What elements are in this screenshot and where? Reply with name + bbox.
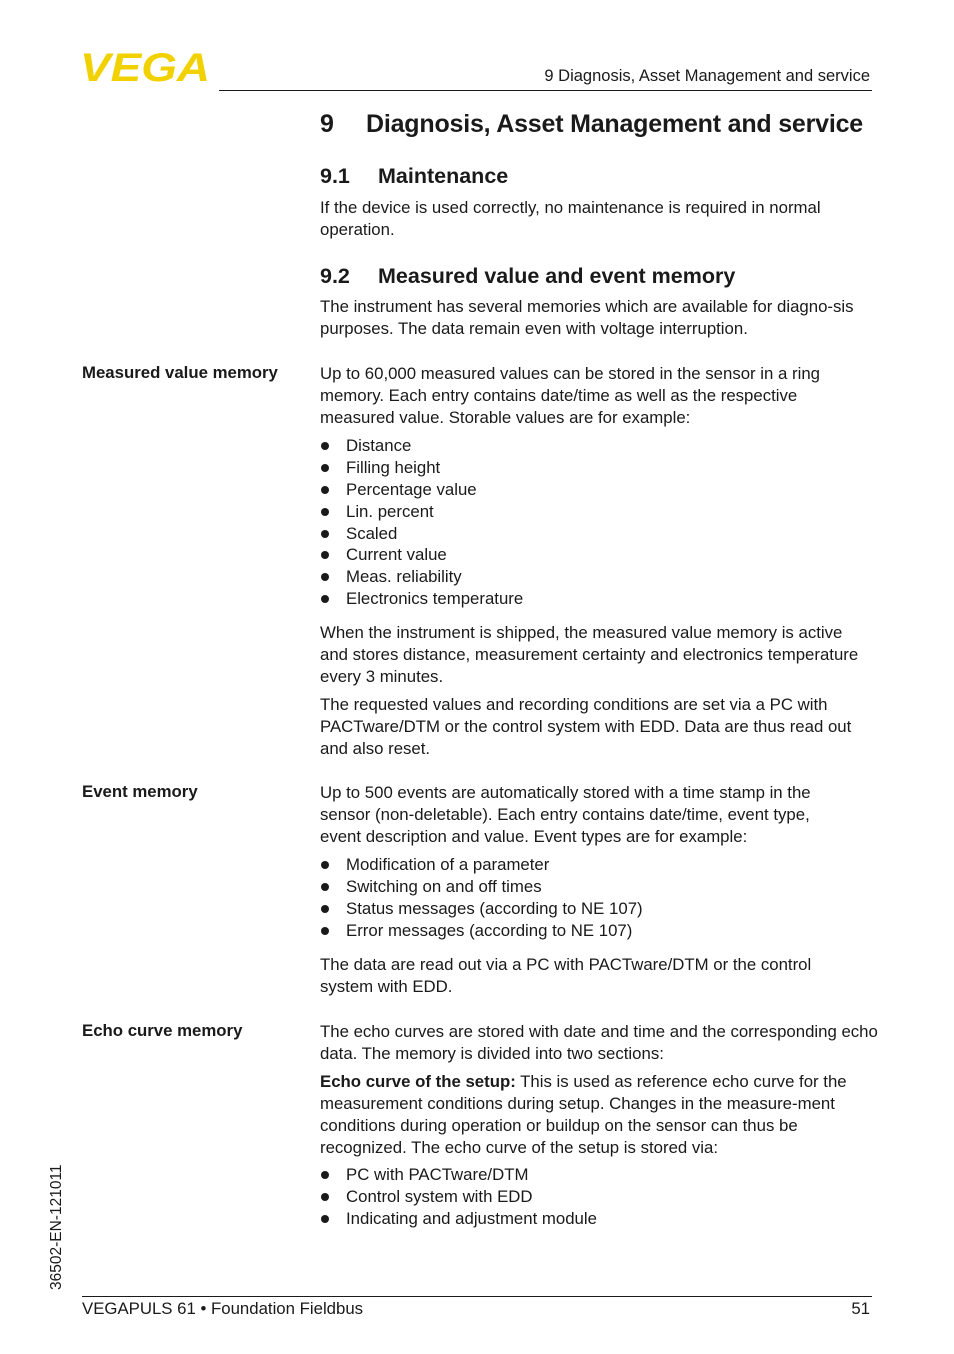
- list-item: Lin. percent: [320, 501, 523, 523]
- chapter-title: [320, 110, 863, 139]
- list-item: Modification of a parameter: [320, 854, 643, 876]
- section-number: 9.2: [320, 264, 350, 288]
- chapter-number: 9: [320, 110, 334, 138]
- list-item: Scaled: [320, 523, 523, 545]
- echo-curve-memory-text: The echo curves are stored with date and time and the corresponding echo data. The memory is divided into two sections:: [320, 1022, 878, 1063]
- section-9-1-heading: [320, 164, 508, 189]
- footer-product: VEGAPULS 61 • Foundation Fieldbus: [82, 1299, 364, 1318]
- list-item: Percentage value: [320, 479, 523, 501]
- event-memory-label: Event memory: [82, 782, 198, 801]
- list-item: Error messages (according to NE 107): [320, 920, 643, 942]
- section-9-2-heading: [320, 264, 735, 289]
- list-item: PC with PACTware/DTM: [320, 1164, 597, 1186]
- recording-conditions-text: The requested values and recording conditions are set via a PC with PACTware/DTM or the control system with EDD. Data are thus read out and also reset.: [320, 695, 852, 758]
- section-title: Measured value and event memory: [378, 264, 736, 288]
- event-readout-text: The data are read out via a PC with PACTware/DTM or the control system with EDD.: [320, 955, 812, 996]
- memory-intro-text: The instrument has several memories which are available for diagno-sis purposes. The data remain even with voltage interruption.: [320, 297, 854, 338]
- header-divider: [219, 90, 872, 91]
- echo-storage-list: [320, 1164, 597, 1230]
- vega-logo: [80, 50, 212, 84]
- list-item: Filling height: [320, 457, 523, 479]
- measured-value-memory-label: Measured value memory: [82, 363, 278, 382]
- list-item: Indicating and adjustment module: [320, 1208, 597, 1230]
- document-number: 36502-EN-121011: [48, 1164, 65, 1290]
- event-memory-text: Up to 500 events are automatically stored with a time stamp in the sensor (non-deletable). Each entry contains date/time, event type, event description and value. Event types are for example:: [320, 783, 811, 846]
- list-item: Switching on and off times: [320, 876, 643, 898]
- storable-values-list: [320, 435, 523, 610]
- list-item: Status messages (according to NE 107): [320, 898, 643, 920]
- section-number: 9.1: [320, 164, 350, 188]
- list-item: Control system with EDD: [320, 1186, 597, 1208]
- page-number: 51: [851, 1299, 870, 1318]
- echo-setup-body: This is used as reference echo curve for the measurement conditions during setup. Changes in the measure-ment conditions during operation or buildup on the sensor can thus be recognized. The echo curve of the setup is stored via:: [320, 1072, 847, 1157]
- shipping-state-text: When the instrument is shipped, the measured value memory is active and stores distance, measurement certainty and electronics temperature every 3 minutes.: [320, 623, 859, 686]
- echo-setup-bold: Echo curve of the setup:: [320, 1072, 516, 1091]
- list-item: Current value: [320, 544, 523, 566]
- section-title: Maintenance: [378, 164, 509, 188]
- logo-text: VEGA: [80, 50, 210, 84]
- running-header: 9 Diagnosis, Asset Management and service: [544, 67, 870, 85]
- measured-value-memory-text: Up to 60,000 measured values can be stored in the sensor in a ring memory. Each entry contains date/time as well as the respective measured value. Storable values are for example:: [320, 364, 821, 427]
- maintenance-text: If the device is used correctly, no maintenance is required in normal operation.: [320, 198, 821, 239]
- chapter-title-text: Diagnosis, Asset Management and service: [366, 110, 864, 138]
- footer-divider: [82, 1296, 872, 1297]
- list-item: Distance: [320, 435, 523, 457]
- echo-curve-memory-label: Echo curve memory: [82, 1021, 243, 1040]
- list-item: Meas. reliability: [320, 566, 523, 588]
- list-item: Electronics temperature: [320, 588, 523, 610]
- event-types-list: [320, 854, 643, 942]
- echo-curve-setup-text: [320, 1071, 868, 1159]
